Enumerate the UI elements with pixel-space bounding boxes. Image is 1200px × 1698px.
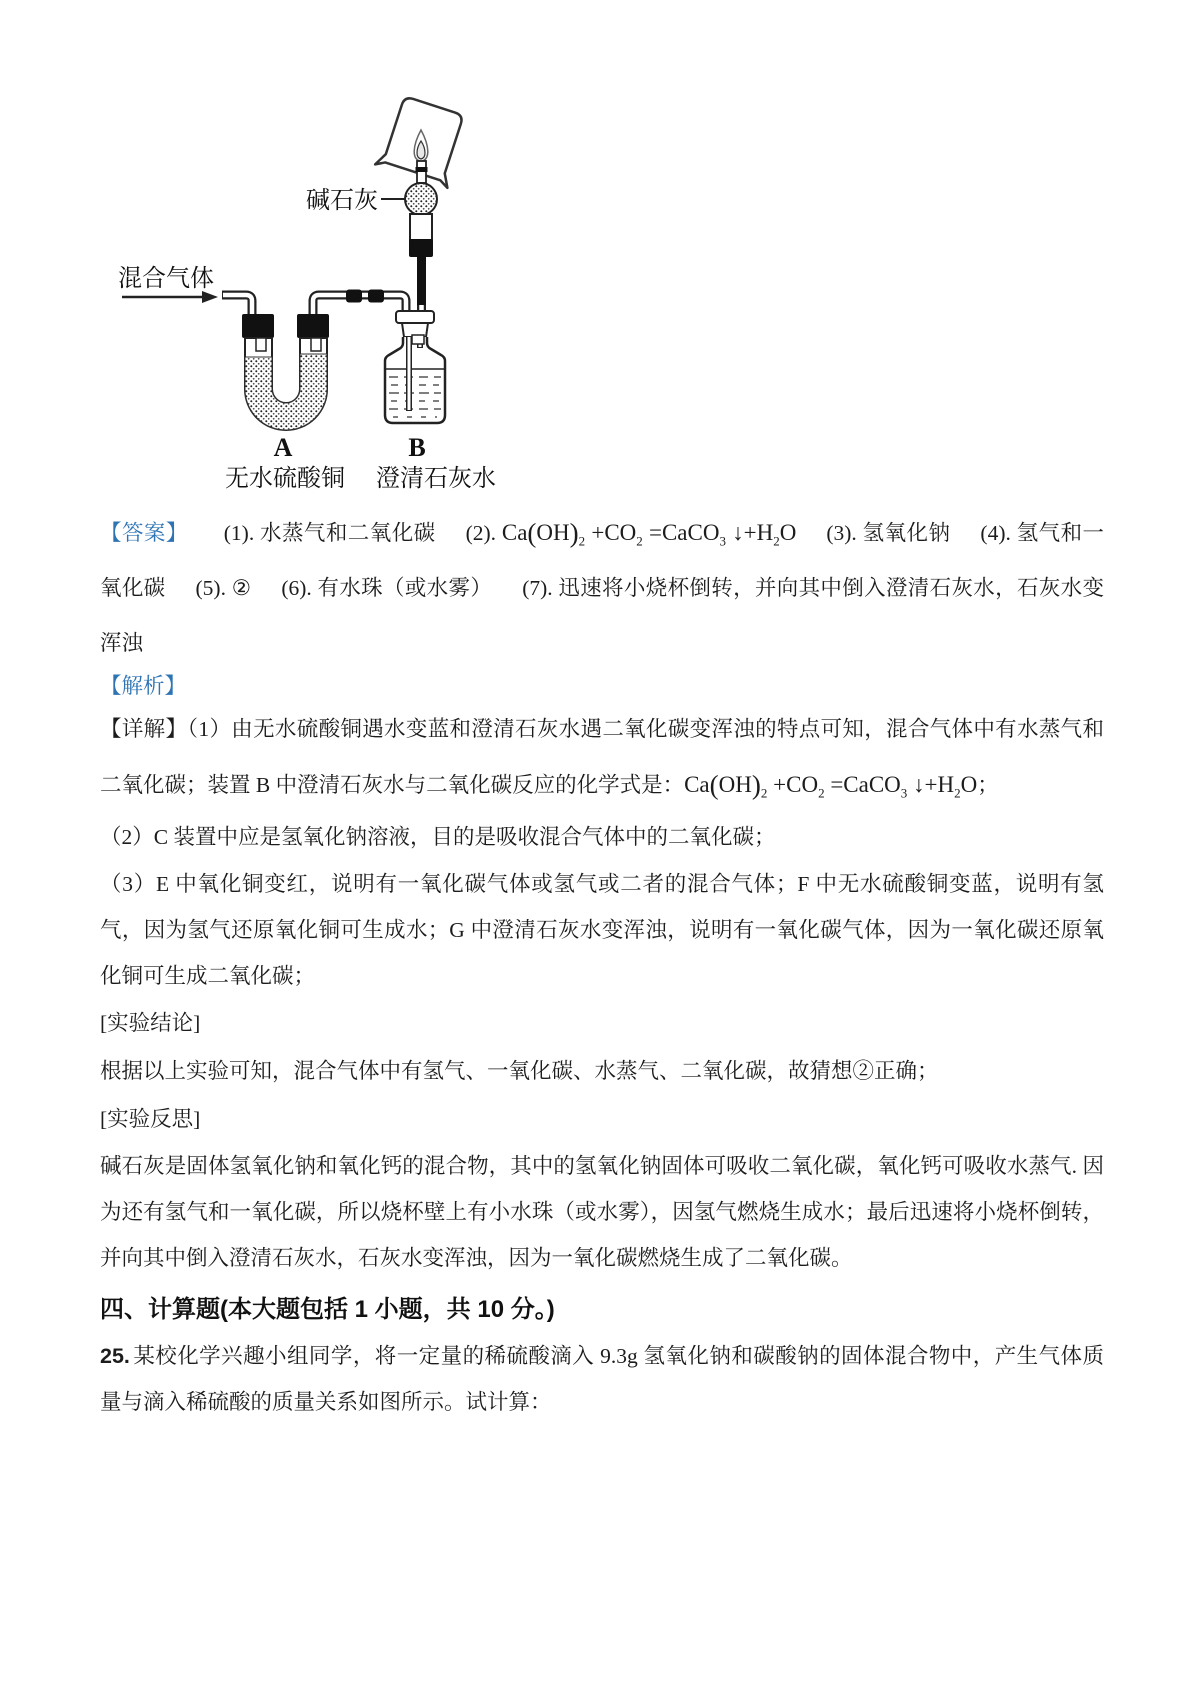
question-25 <box>100 1333 1104 1425</box>
experiment-reflection-text: 碱石灰是固体氢氧化钠和氧化钙的混合物，其中的氢氧化钠固体可吸收二氧化碳，氧化钙可吸收水蒸气. 因为还有氢气和一氧化碳，所以烧杯壁上有小水珠（或水雾），因氢气燃烧生成水；最后迅速将小烧杯倒转，并向其中倒入澄清石灰水，石灰水变浑浊，因为一氧化碳燃烧生成了二氧化碳。 <box>100 1154 1104 1270</box>
answer-item-6-no: (6). <box>281 576 312 600</box>
gas-washing-bottle <box>385 311 445 423</box>
answer-explanation-content <box>100 505 1104 1425</box>
detail-paragraph-1 <box>100 701 1104 813</box>
answer-item-7-text: 迅速将小烧杯倒转，并向其中倒入澄清石灰水，石灰水变浑浊 <box>100 576 1104 655</box>
experiment-reflection-tag: [实验反思] <box>100 1107 201 1131</box>
soda-lime-label: 碱石灰 <box>306 188 378 214</box>
soda-lime-tube <box>409 214 433 321</box>
answer-item-4-text: 氢气和一氧化碳 <box>100 521 1105 600</box>
answer-item-6-text: 有水珠（或水雾） <box>317 576 493 600</box>
answer-item-2-no: (2). <box>465 521 497 545</box>
flame-icon <box>414 130 428 183</box>
chemical-equation: $Ca(OH)_2 +CO_2$ =CaCO$_3$ $↓+H_2O$ <box>684 770 978 801</box>
detail-paragraph-2: （2）C 装置中应是氢氧化钠溶液，目的是吸收混合气体中的二氧化碳； <box>100 825 776 849</box>
experiment-conclusion-text: 根据以上实验可知，混合气体中有氢气、一氧化碳、水蒸气、二氧化碳，故猜想②正确； <box>100 1059 939 1083</box>
answer-tag: 【答案】 <box>100 521 188 545</box>
answer-item-1-no: (1). <box>223 521 255 545</box>
apparatus-label-a: A <box>273 433 293 462</box>
apparatus-diagram <box>100 85 520 495</box>
soda-lime-ball <box>405 183 437 215</box>
u-tube <box>242 314 329 430</box>
gas-flow-arrow <box>122 291 218 303</box>
analysis-tag: 【解析】 <box>100 674 187 698</box>
mixed-gas-label: 混合气体 <box>118 266 214 292</box>
chemical-equation: $Ca(OH)_2 +CO_2$ =CaCO$_3$ $↓+H_2O$ <box>501 518 797 549</box>
answer-item-5-text: ② <box>231 576 252 600</box>
experiment-conclusion-tag: [实验结论] <box>100 1011 201 1035</box>
question-25-text: 某校化学兴趣小组同学，将一定量的稀硫酸滴入 9.3g 氢氧化钠和碳酸钠的固体混合物中，产生气体质量与滴入稀硫酸的质量关系如图所示。试计算： <box>100 1344 1104 1414</box>
answer-line <box>100 505 1104 671</box>
detail-p1-tail: ； <box>977 773 999 797</box>
answer-item-3-text: 氢氧化钠 <box>862 521 951 545</box>
apparatus-label-b: B <box>408 433 426 462</box>
question-25-number: 25. <box>100 1344 130 1368</box>
detail-p1-text: 【详解】（1）由无水硫酸铜遇水变蓝和澄清石灰水遇二氧化碳变浑浊的特点可知，混合气体中有水蒸气和二氧化碳；装置 B 中澄清石灰水与二氧化碳反应的化学式是： <box>100 717 1104 797</box>
section-4-heading: 四、计算题(本大题包括 1 小题，共 10 分。) <box>100 1296 555 1323</box>
apparatus-caption-b: 澄清石灰水 <box>376 466 496 492</box>
answer-item-7-no: (7). <box>522 576 553 600</box>
answer-item-3-no: (3). <box>826 521 857 545</box>
detail-paragraph-3: （3）E 中氧化铜变红，说明有一氧化碳气体或氢气或二者的混合气体；F 中无水硫酸铜变蓝，说明有氢气，因为氢气还原氧化铜可生成水；G 中澄清石灰水变浑浊，说明有一氧化碳气体，因为一氧化碳还原氧化铜可生成二氧化碳； <box>100 872 1104 988</box>
apparatus-caption-a: 无水硫酸铜 <box>225 466 345 492</box>
answer-item-5-no: (5). <box>195 576 226 600</box>
answer-item-4-no: (4). <box>980 521 1011 545</box>
analysis-label-line <box>100 671 1104 701</box>
answer-item-1-text: 水蒸气和二氧化碳 <box>260 521 436 545</box>
